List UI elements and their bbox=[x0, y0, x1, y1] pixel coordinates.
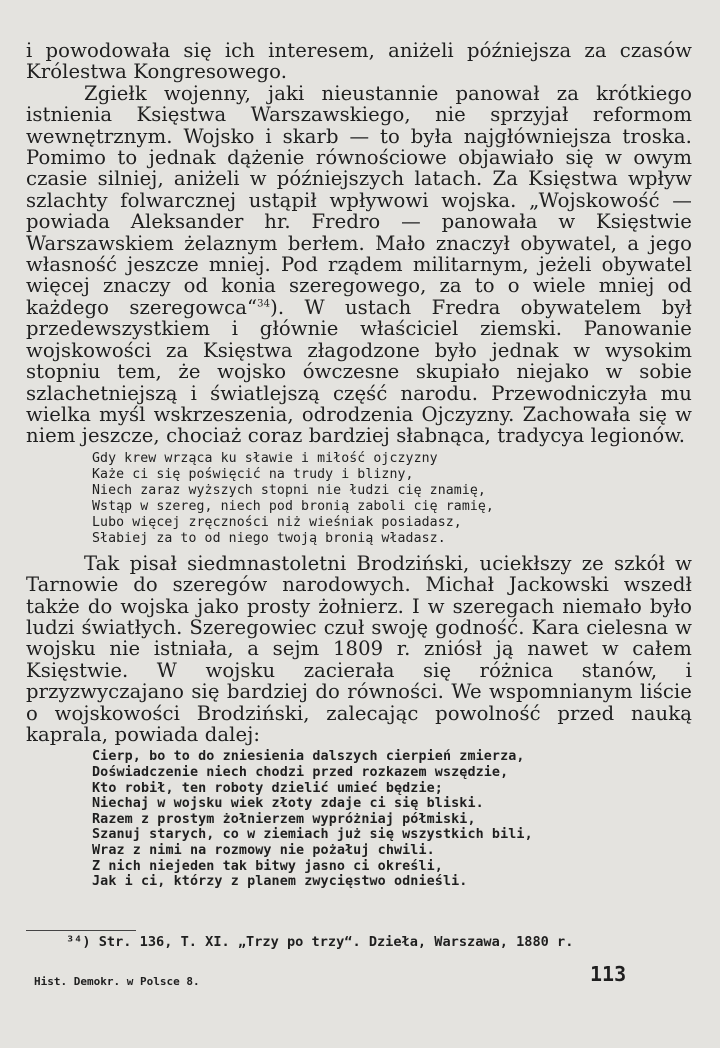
verse-line: Niech zaraz wyższych stopni nie łudzi cię znamię, bbox=[92, 482, 486, 498]
verse-line: Wstąp w szereg, niech pod bronią zaboli cię ramię, bbox=[92, 498, 494, 514]
verse-line: Kto robił, ten roboty dzielić umieć będzie; bbox=[92, 780, 443, 796]
verse-line: Doświadczenie niech chodzi przed rozkazem wszędzie, bbox=[92, 764, 509, 780]
poem-quote-first bbox=[26, 451, 692, 547]
page-number: 113 bbox=[590, 962, 627, 986]
verse-line: Wraz z nimi na rozmowy nie pożałuj chwili. bbox=[92, 842, 435, 858]
paragraph-war-period bbox=[26, 83, 692, 447]
verse-line: Szanuj starych, co w ziemiach już się wszystkich bili, bbox=[92, 827, 533, 843]
verse-line: Cierp, bo to do zniesienia dalszych cierpień zmierza, bbox=[92, 749, 525, 765]
verse-line: Lubo więcej zręczności niż wieśniak posiadasz, bbox=[92, 514, 462, 530]
running-footer: Hist. Demokr. w Polsce 8. bbox=[34, 975, 200, 988]
paragraph-war-period-end: ). W ustach Fredra obywatelem był przedewszystkiem i głównie właściciel ziemski. Panowanie wojskowości za Księstwa złagodzone było jednak w wysokim stopniu tem, że wojsko ówczesne skupiało niejako w sobie szlachetniejszą i światlejszą część narodu. Przewodniczyła mu wielka myśl wskrzeszenia, odrodzenia Ojczyzny. Zachowała się w niem jeszcze, chociaż coraz bardziej słabnąca, tradycya legionów. bbox=[26, 295, 692, 448]
verse-line: Każe ci się poświęcić na trudy i blizny, bbox=[92, 466, 414, 482]
footnote-divider bbox=[26, 930, 136, 931]
poem-quote-second bbox=[26, 749, 692, 889]
verse-line: Jak i ci, którzy z planem zwycięstwo odnieśli. bbox=[92, 874, 468, 890]
paragraph-continuation: i powodowała się ich interesem, aniżeli późniejsza za czasów Królestwa Kongresowego. bbox=[26, 39, 692, 84]
verse-line: Gdy krew wrząca ku sławie i miłość ojczyzny bbox=[92, 450, 438, 466]
footnote: ³⁴) Str. 136, T. XI. „Trzy po trzy“. Dzieła, Warszawa, 1880 r. bbox=[66, 934, 574, 950]
footnote-reference: 34 bbox=[257, 298, 271, 310]
verse-line: Z nich niejeden tak bitwy jasno ci określi, bbox=[92, 858, 443, 874]
main-text bbox=[26, 40, 692, 896]
paragraph-brodzinski: Tak pisał siedmnastoletni Brodziński, uciekłszy ze szkół w Tarnowie do szeregów narodowych. Michał Jackowski wszedł także do wojska jako prosty żołnierz. I w szeregach niemało było ludzi światłych. Szeregowiec czuł swoję godność. Kara cielesna w wojsku nie istniała, a sejm 1809 r. zniósł ją nawet w całem Księstwie. W wojsku zacierała się różnica stanów, i przyzwyczajano się bardziej do równości. We wspomnianym liście o wojskowości Brodziński, zalecając powolność przed nauką kaprala, powiada dalej: bbox=[26, 551, 692, 746]
verse-line: Słabiej za to od niego twoją bronią władasz. bbox=[92, 530, 446, 546]
paragraph-war-period-text: Zgiełk wojenny, jaki nieustannie panował za krótkiego istnienia Księstwa Warszawskiego, nie sprzyjał reformom wewnętrznym. Wojsko i skarb — to była najgłówniejsza troska. Pomimo to jednak dążenie równościowe objawiało się w owym czasie silniej, aniżeli w późniejszych latach. Za Księstwa wpływ szlachty folwarcznej ustąpił wpływowi wojska. „Wojskowość — powiada Aleksander hr. Fredro — panowała w Księstwie Warszawskiem żelaznym berłem. Mało znaczył obywatel, a jego własność jeszcze mniej. Pod rządem militarnym, jeżeli obywatel więcej znaczy od konia szeregowego, za to o wiele mniej od każdego szeregowca“ bbox=[26, 81, 692, 319]
verse-line: Niechaj w wojsku wiek złoty zdaje ci się bliski. bbox=[92, 796, 484, 812]
verse-line: Razem z prostym żołnierzem wypróżniaj półmiski, bbox=[92, 811, 476, 827]
